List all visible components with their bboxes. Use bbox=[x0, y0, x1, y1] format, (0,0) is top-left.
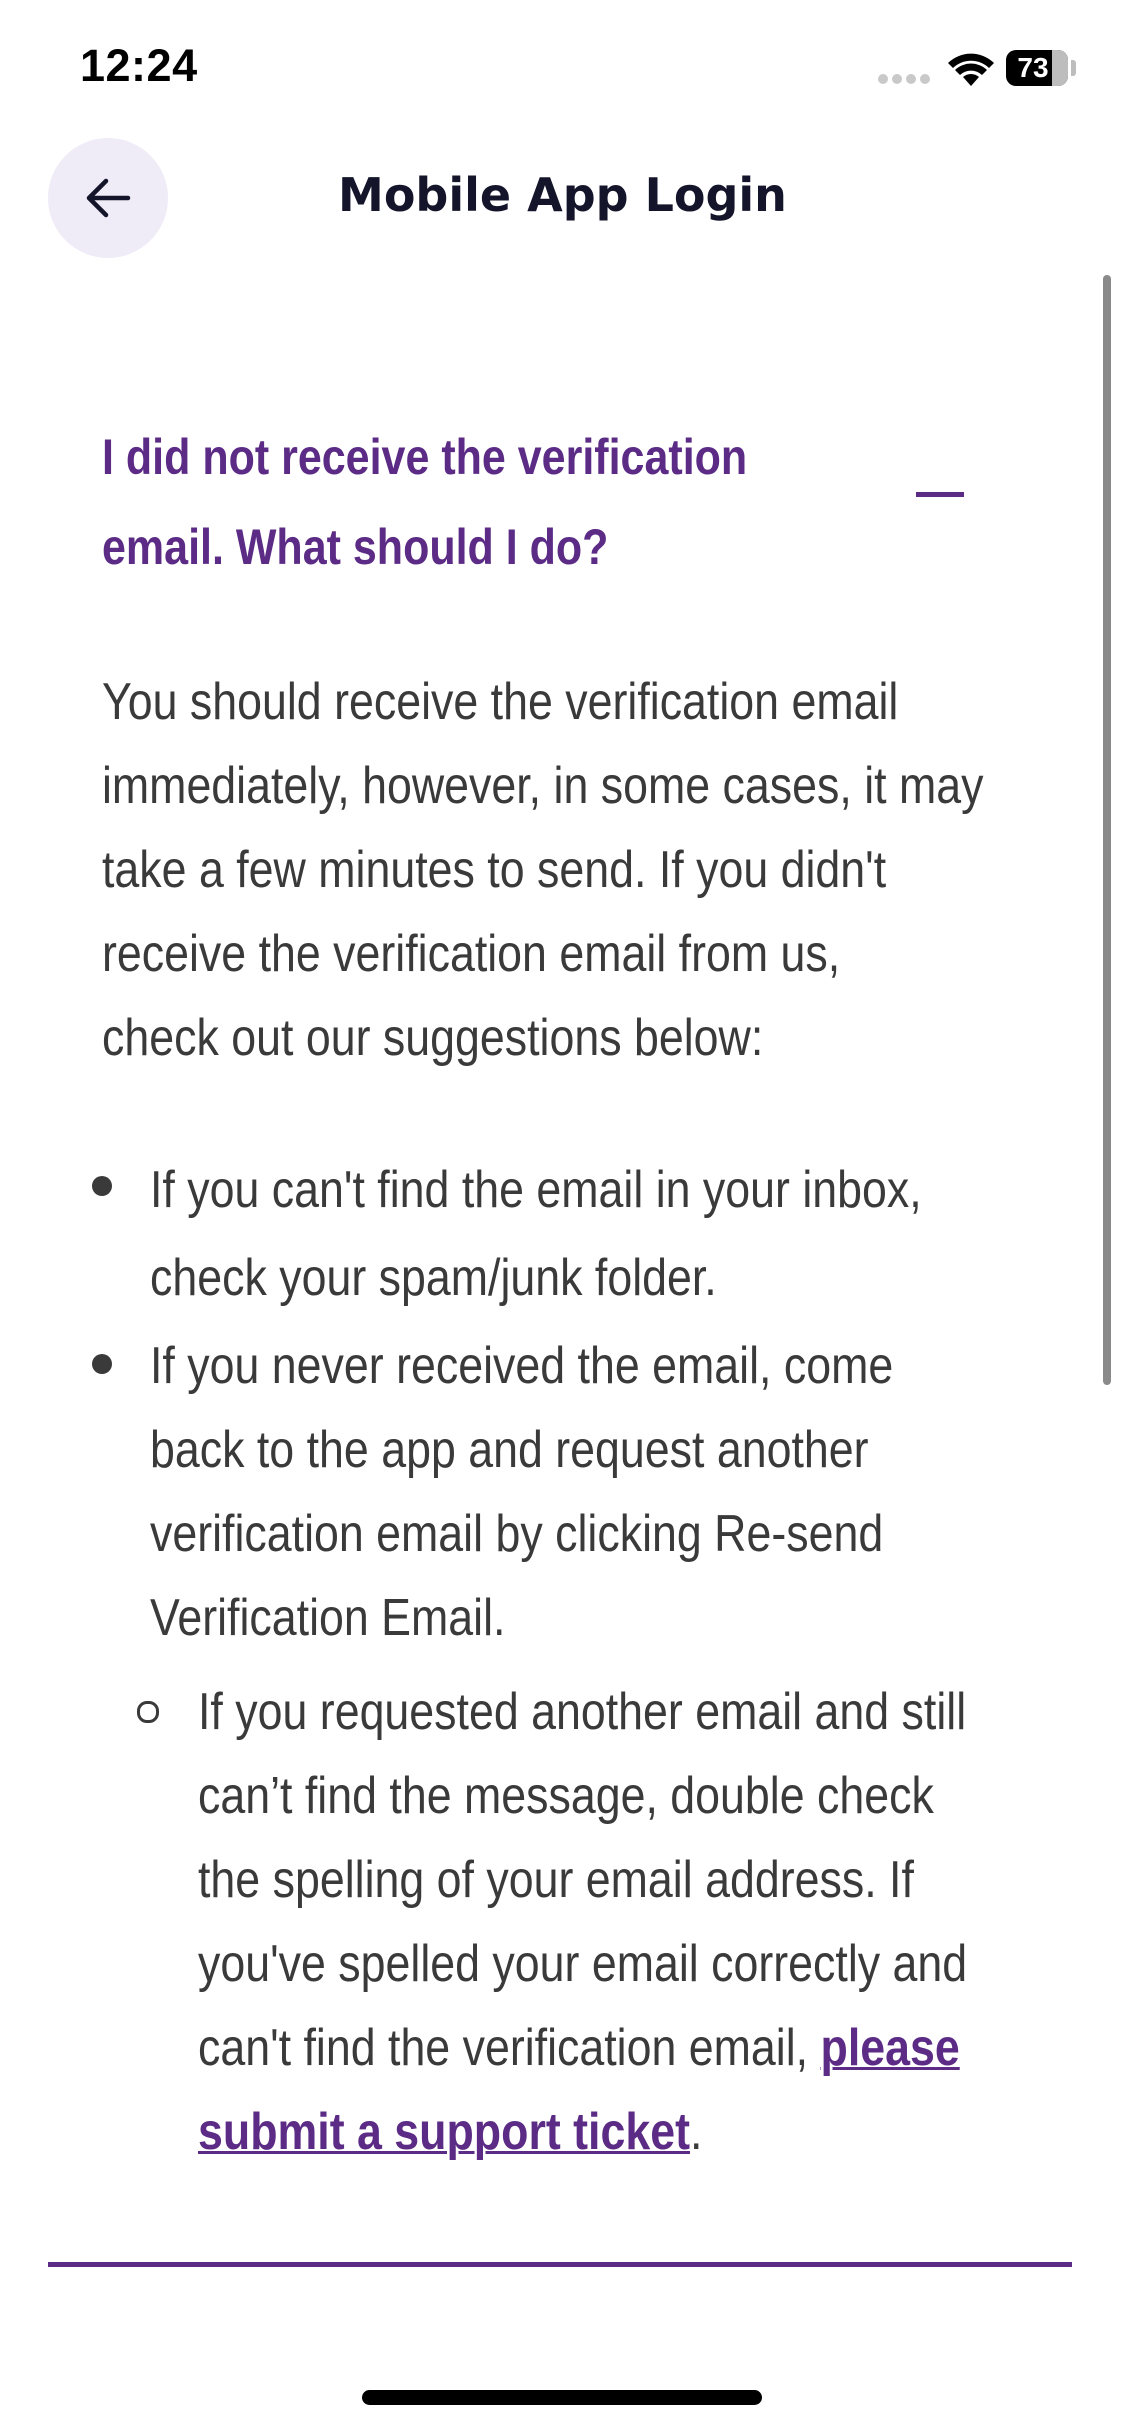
sub-bullet-line: the spelling of your email address. If bbox=[198, 1851, 914, 1909]
sub-bullet-line: If you requested another email and still bbox=[198, 1683, 967, 1741]
bullet-line: Verification Email. bbox=[150, 1589, 506, 1647]
sub-bullet-line bbox=[198, 2006, 967, 2090]
battery-nub bbox=[1071, 60, 1076, 76]
answer-intro bbox=[102, 660, 984, 1080]
bullet-item bbox=[150, 1324, 893, 1660]
answer-line: take a few minutes to send. If you didn't bbox=[102, 841, 887, 899]
status-bar bbox=[0, 0, 1125, 140]
cellular-signal-icon bbox=[878, 74, 932, 86]
sub-bullet-line: you've spelled your email correctly and bbox=[198, 1935, 968, 1993]
bullet-dot bbox=[92, 1176, 112, 1196]
battery-icon bbox=[1006, 50, 1068, 86]
bullet-line: back to the app and request another bbox=[150, 1421, 869, 1479]
answer-line: You should receive the verification email bbox=[102, 673, 899, 731]
faq-answer bbox=[102, 660, 984, 1080]
status-time: 12:24 bbox=[80, 40, 198, 91]
support-ticket-link[interactable]: submit a support ticket bbox=[198, 2103, 690, 2161]
bullet-line: If you can't find the email in your inbox, bbox=[150, 1161, 922, 1219]
support-ticket-link[interactable]: please bbox=[820, 2019, 960, 2077]
bullet-item bbox=[150, 1146, 922, 1322]
answer-line: immediately, however, in some cases, it may bbox=[102, 757, 984, 815]
sub-bullet-suffix: . bbox=[689, 2103, 703, 2161]
bullet-line: If you never received the email, come bbox=[150, 1337, 894, 1395]
collapse-button[interactable] bbox=[910, 470, 980, 520]
battery-percent: 73 bbox=[1017, 52, 1049, 83]
minus-icon bbox=[916, 492, 964, 497]
home-indicator[interactable] bbox=[362, 2390, 762, 2405]
page-title: Mobile App Login bbox=[338, 168, 787, 222]
faq-question-line: email. What should I do? bbox=[102, 519, 609, 575]
sub-bullet-line-prefix: can't find the verification email, bbox=[198, 2019, 821, 2077]
answer-line: check out our suggestions below: bbox=[102, 1009, 764, 1067]
faq-question[interactable] bbox=[102, 412, 756, 592]
wifi-icon bbox=[948, 52, 994, 88]
sub-bullet-line bbox=[198, 2090, 967, 2174]
scrollbar[interactable] bbox=[1103, 275, 1111, 1385]
faq-question-line: I did not receive the verification bbox=[102, 429, 748, 485]
bullet-line: check your spam/junk folder. bbox=[150, 1249, 717, 1307]
sub-bullet-item bbox=[198, 1670, 967, 2174]
answer-line: receive the verification email from us, bbox=[102, 925, 841, 983]
bullet-line: verification email by clicking Re-send bbox=[150, 1505, 884, 1563]
faq-divider bbox=[48, 2262, 1072, 2267]
sub-bullet-line: can’t find the message, double check bbox=[198, 1767, 934, 1825]
bullet-dot bbox=[92, 1354, 112, 1374]
sub-bullet-ring bbox=[137, 1701, 159, 1723]
